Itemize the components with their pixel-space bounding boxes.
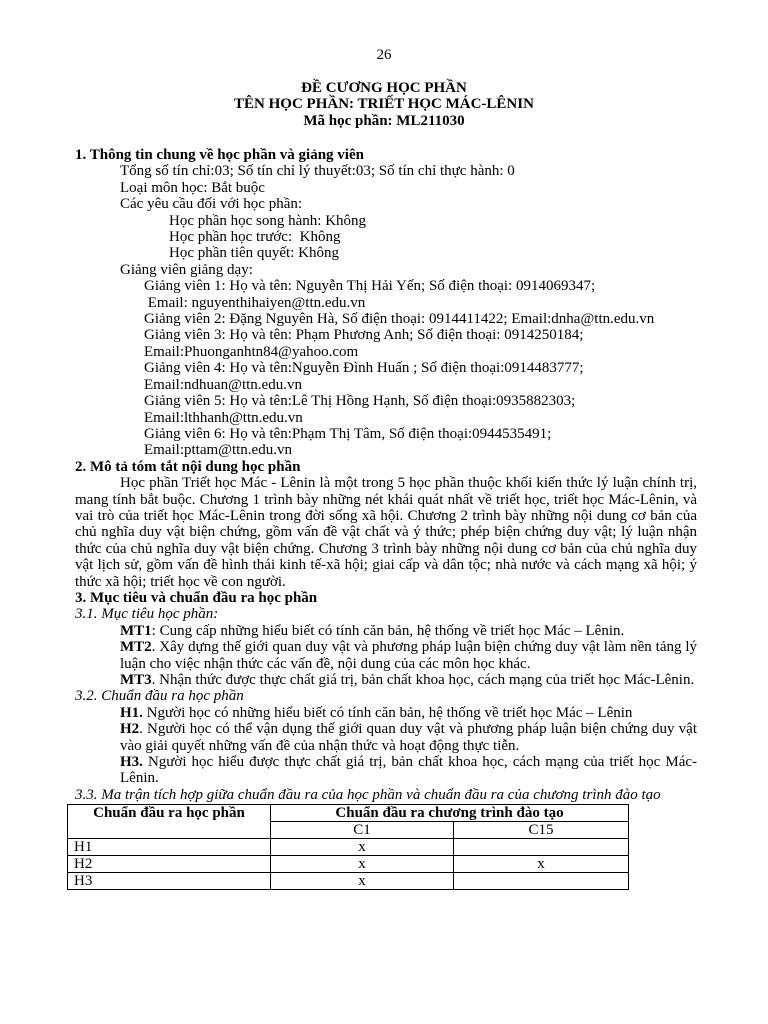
page-number: 26 <box>376 47 392 63</box>
lecturer-line: Giảng viên 3: Họ và tên: Phạm Phương Anh; Số điện thoại: 0914250184; <box>144 327 584 344</box>
doc-title: ĐỀ CƯƠNG HỌC PHẦN <box>301 80 467 96</box>
objective-code: MT2 <box>120 639 152 656</box>
section-2-body: Học phần Triết học Mác - Lênin là một trong 5 học phần thuộc khối kiến thức lý luận chính trị, mang tính bắt buộc. Chương 1 trình bày những nét khái quát nhất về triết học, triết học Mác-Lênin, và vai trò của triết học Mác-Lênin trong đời sống xã hội. Chương 2 trình bày những nội dung cơ bản của chủ nghĩa duy vật biện chứng, gồm vấn đề vật chất và ý thức; phép biện chứng duy vật; lý luận nhận thức của chủ nghĩa duy vật biện chứng. Chương 3 trình bày những nội dung cơ bản của chủ nghĩa duy vật lịch sử, gồm vấn đề hình thái kinh tế-xã hội; giai cấp và dân tộc; nhà nước và cách mạng xã hội; ý thức xã hội; triết học về con người. <box>75 475 697 590</box>
table-cell: H3 <box>68 873 271 890</box>
subsection-3-1-title: 3.1. Mục tiêu học phần: <box>75 606 219 623</box>
outcome-code: H3. <box>120 754 143 771</box>
table-cell: x <box>271 839 454 856</box>
table-header-cell: Chuẩn đầu ra chương trình đào tạo <box>271 805 629 822</box>
outcome-code: H2 <box>120 721 140 738</box>
table-cell <box>454 873 629 890</box>
outcome-item <box>75 754 697 787</box>
objective-code: MT1 <box>120 622 152 639</box>
lecturer-line: Email: nguyenthihaiyen@ttn.edu.vn <box>144 294 366 311</box>
table-row <box>68 839 629 856</box>
outcome-item <box>75 705 697 721</box>
table-subheader-cell: C1 <box>271 822 454 839</box>
requirement-item: Học phần học song hành: Không <box>169 212 367 229</box>
objective-text: : Cung cấp những hiểu biết có tính căn bản, hệ thống về triết học Mác – Lênin. <box>151 622 625 639</box>
course-code: Mã học phần: ML211030 <box>303 112 465 129</box>
objective-text: . Xây dựng thế giới quan duy vật và phương pháp luận biện chứng duy vật làm nền tảng lý luận cho việc nhận thức các vấn đề, nội dung của các môn học khác. <box>120 639 697 672</box>
table-cell: x <box>454 856 629 873</box>
course-type-line: Loại môn học: Bắt buộc <box>120 179 265 196</box>
requirements-label: Các yêu cầu đối với học phần: <box>120 196 303 213</box>
lecturer-line: Giảng viên 2: Đặng Nguyên Hà, Số điện thoại: 0914411422; Email:dnha@ttn.edu.vn <box>144 311 655 328</box>
lecturer-line: Giảng viên 5: Họ và tên:Lê Thị Hồng Hạnh, Số điện thoại:0935882303; <box>144 393 576 410</box>
requirement-item: Học phần học trước: Không <box>169 229 341 246</box>
table-subheader-cell: C15 <box>454 822 629 839</box>
table-cell: H1 <box>68 839 271 856</box>
table-header-cell: Chuẩn đầu ra học phần <box>68 805 271 839</box>
subsection-3-2-title: 3.2. Chuẩn đầu ra học phần <box>75 688 244 705</box>
lecturer-line: Email:lthhanh@ttn.edu.vn <box>144 409 303 426</box>
credits-line: Tổng số tín chỉ:03; Số tín chỉ lý thuyết:03; Số tín chỉ thực hành: 0 <box>120 163 515 180</box>
section-1-title: 1. Thông tin chung về học phần và giảng viên <box>75 147 364 163</box>
lecturer-line: Email:ndhuan@ttn.edu.vn <box>144 376 302 393</box>
lecturer-line: Giảng viên 4: Họ và tên:Nguyễn Đình Huấn ; Số điện thoại:0914483777; <box>144 360 584 377</box>
table-cell: x <box>271 873 454 890</box>
objective-item <box>75 639 697 672</box>
table-row <box>68 856 629 873</box>
objective-item <box>75 623 697 639</box>
outcome-code: H1. <box>120 704 143 721</box>
table-row <box>68 873 629 890</box>
document-body <box>75 147 697 890</box>
lecturers-label: Giảng viên giảng dạy: <box>120 261 253 278</box>
objective-text: . Nhận thức được thực chất giá trị, bản chất khoa học, cách mạng của triết học Mác-Lênin. <box>151 672 695 688</box>
outcome-item <box>75 721 697 754</box>
lecturer-line: Giảng viên 1: Họ và tên: Nguyễn Thị Hải Yến; Số điện thoại: 0914069347; <box>144 278 596 295</box>
outcome-text: Người học hiểu được thực chất giá trị, bản chất khoa học, cách mạng của triết học Mác-Lênin. <box>120 754 697 787</box>
section-3-title: 3. Mục tiêu và chuẩn đầu ra học phần <box>75 589 318 606</box>
lecturer-line: Giảng viên 6: Họ và tên:Phạm Thị Tâm, Số điện thoại:0944535491; <box>144 425 552 442</box>
section-2-title: 2. Mô tả tóm tắt nội dung học phần <box>75 458 301 475</box>
table-header-row <box>68 805 629 822</box>
subsection-3-3-title: 3.3. Ma trận tích hợp giữa chuẩn đầu ra của học phần và chuẩn đầu ra của chương trình đào tạo <box>75 786 661 803</box>
objective-item <box>75 672 697 688</box>
outcome-text: . Người học có thể vận dụng thế giới quan duy vật và phương pháp luận biện chứng duy vật vào giải quyết những vấn đề của nhận thức và hoạt động thực tiễn. <box>120 721 697 754</box>
outcome-text: Người học có những hiểu biết có tính căn bản, hệ thống về triết học Mác – Lênin <box>142 704 633 721</box>
integration-matrix-table <box>67 804 629 890</box>
lecturer-line: Email:pttam@ttn.edu.vn <box>144 442 292 459</box>
table-cell: x <box>271 856 454 873</box>
objective-code: MT3 <box>120 672 152 688</box>
lecturer-line: Email:Phuonganhtn84@yahoo.com <box>144 343 359 360</box>
table-cell <box>454 839 629 856</box>
course-name: TÊN HỌC PHẦN: TRIẾT HỌC MÁC-LÊNIN <box>234 96 534 113</box>
table-cell: H2 <box>68 856 271 873</box>
document-header <box>0 80 768 129</box>
requirement-item: Học phần tiên quyết: Không <box>169 245 339 262</box>
